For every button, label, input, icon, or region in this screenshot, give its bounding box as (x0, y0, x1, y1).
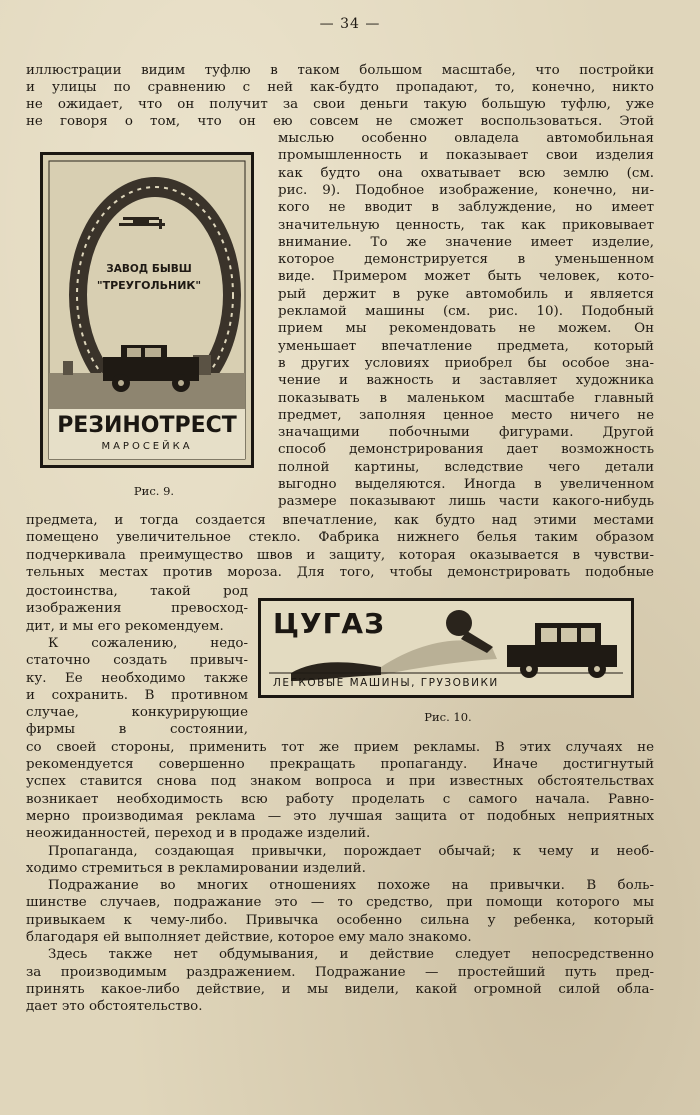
text-line: полной картины, вследствие чего детали (278, 459, 654, 475)
figure-10-image (258, 598, 634, 698)
figure-9-caption: Рис. 9. (133, 484, 175, 498)
figure-9-banner-line1: ЗАВОД БЫВШ (106, 263, 192, 275)
text-line: Пропаганда, создающая привычки, порождает обычай; к чему и необ- (48, 843, 654, 859)
text-line: помещено увеличительное стекло. Фабрика нижнего белья таким образом (26, 530, 654, 546)
text-line: случае, конкурирующие (26, 705, 248, 721)
text-line: кого не вводит в заблуждение, но имеет (278, 200, 654, 216)
text-line: мыслью особенно овладела автомобильная (278, 131, 654, 146)
figure-9-address: МАРОСЕЙКА (101, 441, 193, 452)
figure-9-image (40, 152, 254, 468)
text-line: способ демонстрирования дает возможность (278, 442, 654, 458)
text-line: привыкаем к чему-либо. Привычка особенно сильна у ребенка, который (26, 912, 654, 928)
text-line: виде. Примером может быть человек, кото- (278, 269, 654, 285)
text-line: в других условиях приобрел бы особое зна- (278, 355, 654, 371)
text-line: рый держит в руке автомобиль и является (278, 286, 654, 302)
text-line: как будто она охватывает всю землю (см. (278, 165, 654, 181)
figure-9-banner-line2: "ТРЕУГОЛЬНИК" (96, 279, 202, 292)
text-line: иллюстрации видим туфлю в таком большом масштабе, что постройки (26, 63, 654, 78)
text-line: промышленность и показывает свои изделия (278, 148, 654, 164)
text-line: подчеркивала преимущество швов и защиту, которая оказывается в чувстви- (26, 547, 654, 563)
text-line: тельных местах против мороза. Для того, чтобы демонстрировать подобные (26, 564, 654, 580)
text-line: предмета, и тогда создается впечатление, как будто над этими местами (26, 513, 654, 528)
text-line: не говоря о том, что он ею совсем не сможет воспользоваться. Этой (26, 114, 654, 129)
text-line: ходимо стремиться в рекламировании изделий. (26, 860, 366, 876)
text-line: прием мы рекомендовать не можем. Он (278, 321, 654, 337)
text-line: Здесь также нет обдумывания, и действие следует непосредственно (48, 947, 654, 963)
text-line: рекламой машины (см. рис. 10). Подобный (278, 304, 654, 319)
text-line: рекомендуется совершенно прекращать пропаганду. Иначе достигнутый (26, 757, 654, 772)
text-line: возникает необходимость всю работу проделать с самого начала. Равно- (26, 791, 654, 807)
text-line: ку. Ее необходимо также (26, 670, 248, 686)
text-line: которое демонстрируется в уменьшенном (278, 252, 654, 268)
text-line: рис. 9). Подобное изображение, конечно, ни- (278, 182, 654, 198)
text-line: фирмы в состоянии, (26, 722, 248, 738)
text-line: со своей стороны, применить тот же прием рекламы. В этих случаях не (26, 739, 654, 755)
text-line: дает это обстоятельство. (26, 999, 203, 1015)
figure-9-brand: РЕЗИНОТРЕСТ (57, 413, 237, 438)
text-line: Подражание во многих отношениях похоже на привычки. В боль- (48, 878, 654, 894)
text-line: изображения превосход- (26, 601, 248, 617)
text-line: за производимым раздражением. Подражание — простейший путь пред- (26, 964, 654, 980)
page-number: — 34 — (319, 16, 381, 32)
text-line: достоинства, такой род (26, 584, 248, 599)
text-line: чение и важность и заставляет художника (278, 373, 654, 389)
figure-10-tagline: ЛЕГКОВЫЕ МАШИНЫ, ГРУЗОВИКИ (273, 677, 499, 689)
text-line: и улицы по сравнению с ней как-будто пропадают, то, конечно, никто (26, 80, 654, 95)
text-line: К сожалению, недо- (48, 635, 248, 651)
text-line: успех ставится снова под знаком вопроса и при известных обстоятельствах (26, 774, 654, 790)
text-line: дит, и мы его рекомендуем. (26, 618, 224, 634)
text-line: не ожидает, что он получит за свои деньги такую большую туфлю, уже (26, 97, 654, 112)
text-line: статочно создать привыч- (26, 653, 248, 669)
text-line: размере показывают лишь части какого-нибудь (278, 494, 654, 510)
text-line: благодаря ей выполняет действие, которое ему мало знакомо. (26, 930, 472, 945)
text-line: принять какое-либо действие, и мы видели, какой огромной силой обла- (26, 981, 654, 997)
text-line: и сохранить. В противном (26, 687, 248, 703)
figure-10-brand: ЦУГАЗ (273, 607, 385, 640)
text-line: уменьшает впечатление предмета, который (278, 338, 654, 354)
figure-10-caption: Рис. 10. (424, 710, 472, 724)
text-line: неожиданностей, переход и в продаже изделий. (26, 826, 371, 842)
text-line: мерно производимая реклама — это лучшая защита от подобных неприятных (26, 808, 654, 824)
text-line: показывать в маленьком масштабе главный (278, 390, 654, 406)
text-line: значительную ценность, так как приковывает (278, 217, 654, 233)
text-line: шинстве случаев, подражание это — то средство, при помощи которого мы (26, 895, 654, 911)
text-line: предмет, заполняя ценное место ничего не (278, 407, 654, 423)
text-line: значащими побочными фигурами. Другой (278, 425, 654, 441)
text-line: внимание. То же значение имеет изделие, (278, 234, 654, 250)
text-line: выгодно выделяются. Иногда в увеличенном (278, 477, 654, 492)
